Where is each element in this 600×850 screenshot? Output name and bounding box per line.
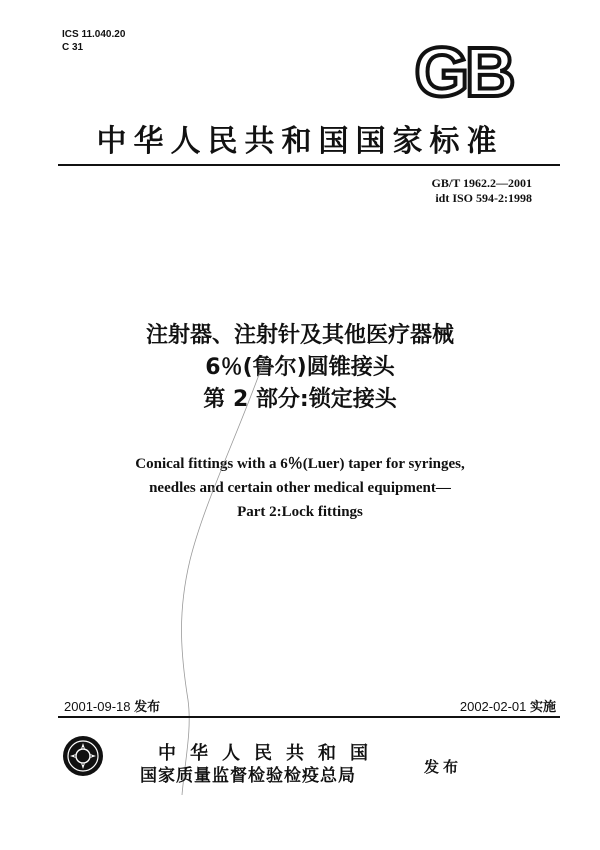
title-cn-line-2: 6％(鲁尔)圆锥接头 — [205, 355, 395, 380]
title-cn-line-3: 第 2 部分:锁定接头 — [203, 387, 397, 412]
title-en-line-1: Conical fittings with a 6％(Luer) taper for syringes, — [135, 456, 465, 472]
ccs-code: C 31 — [62, 42, 84, 53]
issuer-line-1: 中华人民共和国 — [158, 743, 382, 764]
issue-label: 发布 — [134, 699, 161, 714]
iso-equivalent: idt ISO 594-2:1998 — [435, 191, 532, 205]
gb-logo-text: GB — [414, 36, 512, 104]
national-standard-heading: 中华人民共和国国家标准 — [96, 124, 504, 159]
issuer-action: 发布 — [424, 758, 463, 776]
effective-date-value: 2002-02-01 — [459, 699, 527, 714]
bottom-divider — [58, 716, 560, 718]
issue-date-value: 2001-09-18 — [64, 699, 131, 714]
title-cn-line-1: 注射器、注射针及其他医疗器械 — [145, 323, 454, 348]
issuer-emblem-icon — [62, 735, 104, 777]
effective-label: 实施 — [529, 699, 556, 714]
issuer-line-2: 国家质量监督检验检疫总局 — [140, 766, 356, 786]
issuer-block — [140, 743, 382, 787]
title-en-line-3: Part 2:Lock fittings — [237, 504, 363, 520]
dates-row — [58, 696, 560, 714]
issue-date — [64, 696, 160, 715]
title-en-line-2: needles and certain other medical equipment— — [149, 480, 451, 496]
effective-date — [460, 696, 556, 715]
gb-number: GB/T 1962.2—2001 — [431, 176, 532, 190]
ics-code: ICS 11.040.20 — [62, 29, 126, 40]
